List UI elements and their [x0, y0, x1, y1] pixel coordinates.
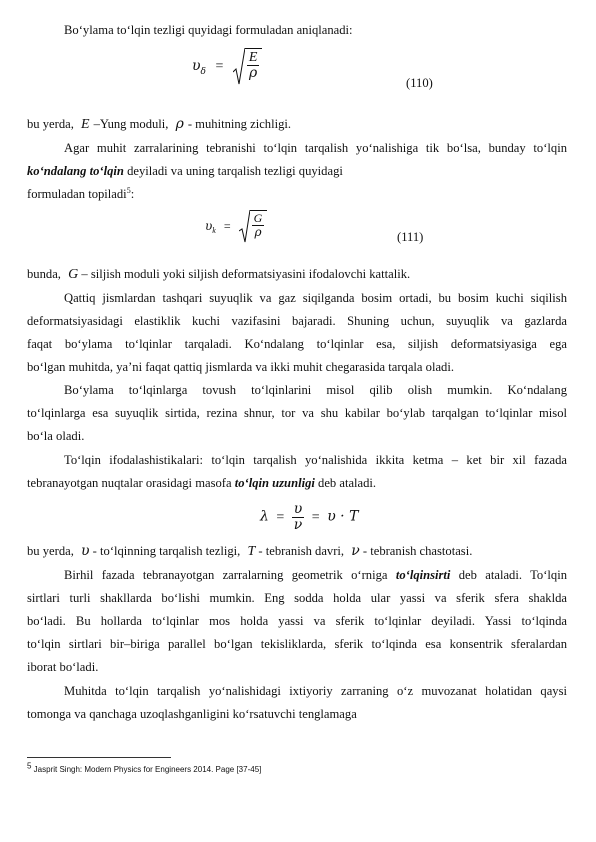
velocity-subscript: δ	[200, 67, 206, 78]
paragraph-line: Muhitda to‘lqin tarqalish yo‘nalishidagi ixtiyoriy zarraning o‘z muvozanat holatidan qaysi	[64, 684, 567, 698]
velocity-times-period: υ · T	[327, 508, 359, 525]
paragraph-line: faqat bo‘ylama to‘lqinlar tarqaladi. Ko‘ndalang to‘lqinlar esa, siljish deformatsiyasiga ega	[27, 337, 567, 351]
paragraph-line	[27, 186, 567, 202]
text-fragment: deb ataladi. To‘lqin	[450, 568, 567, 582]
paragraph-line: tomonga va qanchaga uzoqlashganligini ko‘rsatuvchi tenglamaga	[27, 707, 357, 721]
symbol-G: G	[68, 267, 79, 282]
paragraph-line: bo‘ladi. Bu hollarda to‘lqinlar mos holda yassi va sferik to‘lqinlar deyiladi. Yassi to‘lqinda	[27, 614, 567, 628]
text-fragment: bunda,	[27, 267, 61, 281]
text-fragment: - tebranish davri,	[255, 544, 345, 558]
footnote	[27, 761, 262, 774]
text-fragment: - to‘lqinning tarqalish tezligi,	[89, 544, 241, 558]
symbol-T: T	[247, 544, 256, 559]
fraction-numerator: υ	[293, 501, 303, 517]
footnote-divider	[27, 757, 171, 758]
fraction-denominator: ρ	[249, 65, 258, 81]
text-fragment: :	[130, 187, 135, 201]
paragraph-line: bo‘lgan muhitda, ya’ni faqat qattiq jismlarda va ikki muhit chegarasida tarqala oladi.	[27, 360, 455, 374]
paragraph-line	[27, 475, 567, 491]
text-fragment: - muhitning zichligi.	[187, 117, 292, 131]
formula-wavelength	[260, 502, 358, 533]
footnote-text: Jasprit Singh: Modern Physics for Engineers 2014. Page [37-45]	[31, 765, 262, 774]
fraction-numerator: E	[248, 50, 258, 65]
paragraph-line: Qattiq jismlardan tashqari suyuqlik va gaz siqilganda bosim ortadi, bu bosim kuchi siqilish	[64, 291, 567, 305]
text-fragment: formuladan topiladi	[27, 187, 127, 201]
paragraph-line: to‘lqin sirtlari bir–biriga parallel bo‘lgan tekisliklarda, sferik to‘lqinda esa konsentrik sferalardan	[27, 637, 567, 651]
paragraph-line	[64, 567, 567, 583]
footnote-ref: 5	[126, 185, 131, 195]
symbol-nu: ν	[351, 543, 360, 559]
equals-sign: =	[223, 218, 231, 233]
equals-sign: =	[276, 509, 285, 525]
text-fragment: –Yung moduli,	[93, 117, 169, 131]
text-fragment: bu yerda,	[27, 544, 74, 558]
symbol-rho: ρ	[175, 116, 184, 132]
velocity-symbol: υ	[192, 58, 201, 75]
formula-110	[192, 48, 262, 86]
paragraph-line: to‘lqinlarga esa suyuqlik sirtida, rezina shnur, tor va shu kabilar bo‘ylab tarqalgan to‘lqinlar misol	[27, 406, 567, 420]
square-root	[233, 48, 263, 86]
text-fragment: bu yerda,	[27, 117, 74, 131]
velocity-symbol: υ	[205, 218, 213, 233]
paragraph-line: bo‘la oladi.	[27, 429, 85, 443]
equation-number-110: (110)	[406, 76, 433, 90]
text-fragment: deyiladi va uning tarqalish tezligi quyidagi	[123, 164, 343, 178]
paragraph-line: iborat bo‘ladi.	[27, 660, 99, 674]
lambda-symbol: λ	[260, 508, 269, 525]
symbol-E: E	[81, 117, 90, 132]
symbol-velocity: υ	[81, 543, 90, 559]
text-fragment: Birhil fazada tebranayotgan zarralarning geometrik o‘rniga	[64, 568, 396, 582]
text-fragment: tebranayotgan nuqtalar orasidagi masofa	[27, 476, 235, 490]
text-fragment: – siljish moduli yoki siljish deformatsiyasini ifodalovchi kattalik.	[78, 267, 411, 281]
paragraph-line: Agar muhit zarralarining tebranishi to‘lqin tarqalish yo‘nalishiga tik bo‘lsa, bunday to‘lqin	[64, 141, 567, 155]
footnote-marker: 5	[27, 761, 32, 771]
paragraph-line: deformatsiyasidagi elastiklik kuchi vazifasini bajaradi. Shuning uchun, suyuqlik va gazlarda	[27, 314, 567, 328]
equation-number-111: (111)	[397, 230, 424, 244]
term-wavefront: to‘lqinsirti	[395, 568, 451, 582]
paragraph-line: To‘lqin ifodalashistikalari: to‘lqin tarqalish yo‘nalishida ikkita ketma – ket bir xil fazada	[64, 453, 567, 467]
intro-paragraph: Bo‘ylama to‘lqin tezligi quyidagi formuladan aniqlanadi:	[64, 23, 353, 37]
term-transverse-wave: ko‘ndalang to‘lqin	[27, 164, 124, 178]
definition-line-1	[27, 116, 567, 133]
term-wavelength: to‘lqin uzunligi	[234, 476, 315, 490]
text-fragment: deb ataladi.	[314, 476, 377, 490]
equals-sign: =	[215, 59, 224, 75]
paragraph-line: sirtlari turli shakllarda bo‘lishi mumkin. Eng sodda holda ular yassi va sferik sfera shaklda	[27, 591, 567, 605]
fraction-denominator: ρ	[254, 225, 262, 239]
text-fragment: - tebranish chastotasi.	[359, 544, 473, 558]
definition-line-3	[27, 543, 567, 560]
definition-line-2	[27, 266, 567, 283]
square-root	[239, 210, 268, 244]
paragraph-line: Bo‘ylama to‘lqinlarga tovush to‘lqinlarini misol qilib olish mumkin. Ko‘ndalang	[64, 383, 567, 397]
equals-sign: =	[311, 509, 320, 525]
formula-111	[205, 210, 267, 244]
fraction-numerator: G	[253, 211, 263, 225]
fraction-denominator: ν	[293, 517, 303, 533]
paragraph-line	[27, 163, 567, 179]
velocity-subscript: k	[212, 226, 216, 236]
